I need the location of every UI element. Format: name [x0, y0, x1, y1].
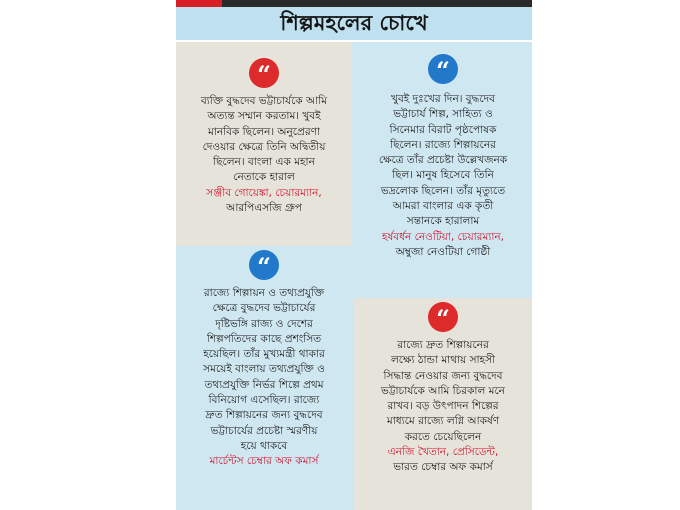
- quote-line: হয়েছিল। তাঁর মুখ্যমন্ত্রী থাকার: [203, 348, 325, 361]
- quote-line: সিনেমার বিরাট পৃষ্ঠপোষক: [389, 123, 497, 136]
- svg-text:“: “: [257, 252, 271, 280]
- attribution-name: সঞ্জীব গোয়েঙ্কা, চেয়ারম্যান,: [206, 186, 322, 199]
- infographic-card: [176, 0, 532, 510]
- page-title: শিল্পমহলের চোখে: [176, 7, 532, 42]
- quote-panel-4: [354, 298, 532, 510]
- quote-line: দেওয়ার ক্ষেত্রে তিনি অদ্বিতীয়: [202, 140, 326, 153]
- quote-panel-1: [176, 42, 352, 246]
- quote-line: রাখব। বড় উৎপাদন শিল্পের: [387, 400, 499, 413]
- quote-line: ছিলেন। বাংলা এক মহান: [213, 156, 315, 169]
- quote-line: দ্রুত শিল্পায়নের জন্য বুদ্ধদেব: [205, 409, 323, 422]
- quote-line: অত্যন্ত সম্মান করতাম। খুবই: [207, 110, 321, 123]
- quote-line: মানবিক ছিলেন। অনুপ্রেরণা: [207, 125, 321, 138]
- attribution-org: অম্বুজা নেওটিয়া গোষ্ঠী: [395, 245, 491, 258]
- quote-line: হয়ে থাকবে: [240, 439, 288, 452]
- quote-line: দৃষ্টিভঙ্গি রাজ্য ও দেশের: [215, 317, 313, 330]
- top-accent-dark: [222, 0, 532, 7]
- attribution-name: মার্চেন্টস চেম্বার অফ কমার্স: [209, 455, 319, 468]
- quote-icon: [428, 54, 458, 84]
- quote-line: সময়েই বাংলায় তথ্যপ্রযুক্তি ও: [203, 363, 325, 376]
- attribution-name: এনজি খৈতান, প্রেসিডেন্ট,: [387, 446, 499, 459]
- quote-icon: [428, 302, 458, 332]
- quote-body: [354, 92, 532, 260]
- quote-body: [176, 94, 352, 216]
- quote-panel-3: [176, 248, 352, 510]
- quote-line: ছিলেন। রাজ্যে শিল্পায়নের: [390, 138, 496, 151]
- quote-line: ছিল। মানুষ হিসেবে তিনি: [392, 169, 494, 182]
- top-accent-red: [176, 0, 222, 7]
- quote-line: লক্ষ্যে ঠান্ডা মাথায় সাহসী: [390, 354, 496, 367]
- quote-line: ভট্টাচার্যকে আমি চিরকাল মনে: [381, 384, 505, 397]
- quote-line: ভদ্রলোক ছিলেন। তাঁর মৃত্যুতে: [380, 184, 506, 197]
- attribution-name: হর্ষবর্ধন নেওটিয়া, চেয়ারম্যান,: [382, 230, 504, 243]
- quote-line: ভট্টাচার্য শিল্প, সাহিত্য ও: [393, 108, 493, 121]
- quote-line: সিদ্ধান্ত নেওয়ার জন্য বুদ্ধদেব: [383, 369, 503, 382]
- quote-line: ক্ষেত্রে তাঁর প্রচেষ্টা উল্লেখজনক: [378, 154, 508, 167]
- quote-line: ব্যক্তি বুদ্ধদেব ভট্টাচার্যকে আমি: [200, 95, 328, 107]
- quote-line: বিনিয়োগ এসেছিল। রাজ্যে: [208, 394, 320, 407]
- quote-line: রাজ্যে শিল্পায়ন ও তথ্যপ্রযুক্তি: [203, 287, 325, 299]
- quote-panel-2: [354, 42, 532, 296]
- quote-line: তথ্যপ্রযুক্তি নির্ভর শিল্পে প্রথম: [204, 378, 324, 391]
- quote-icon: [249, 58, 279, 88]
- quote-line: ভট্টাচার্যের প্রচেষ্টা স্মরণীয়: [210, 424, 318, 437]
- quote-body: [354, 338, 532, 476]
- quote-line: নেতাকে হারাল: [233, 171, 295, 184]
- quote-line: মাধ্যমে রাজ্যে লগ্নি আকর্ষণ: [386, 415, 500, 428]
- attribution-org: ভারত চেম্বার অফ কমার্স: [393, 461, 493, 474]
- quote-line: ক্ষেত্রে বুদ্ধদেব ভট্টাচার্যের: [212, 302, 316, 315]
- svg-text:“: “: [436, 304, 450, 332]
- quote-line: শিল্পপতিদের কাছে প্রশংসিত: [206, 332, 322, 345]
- svg-text:“: “: [436, 56, 450, 84]
- quote-icon: [249, 250, 279, 280]
- quote-line: খুবই দুঃখের দিন। বুদ্ধদেব: [391, 93, 495, 105]
- quote-line: রাজ্যে দ্রুত শিল্পায়নের: [397, 339, 489, 351]
- quote-line: করতে চেয়েছিলেন: [404, 430, 482, 443]
- quote-body: [176, 286, 352, 470]
- quote-line: আমরা বাংলার এক কৃতী: [392, 200, 494, 213]
- quote-line: সন্তানকে হারালাম: [406, 215, 480, 228]
- attribution-org: আরপিএসজি গ্রুপ: [226, 202, 302, 215]
- svg-text:“: “: [257, 60, 271, 88]
